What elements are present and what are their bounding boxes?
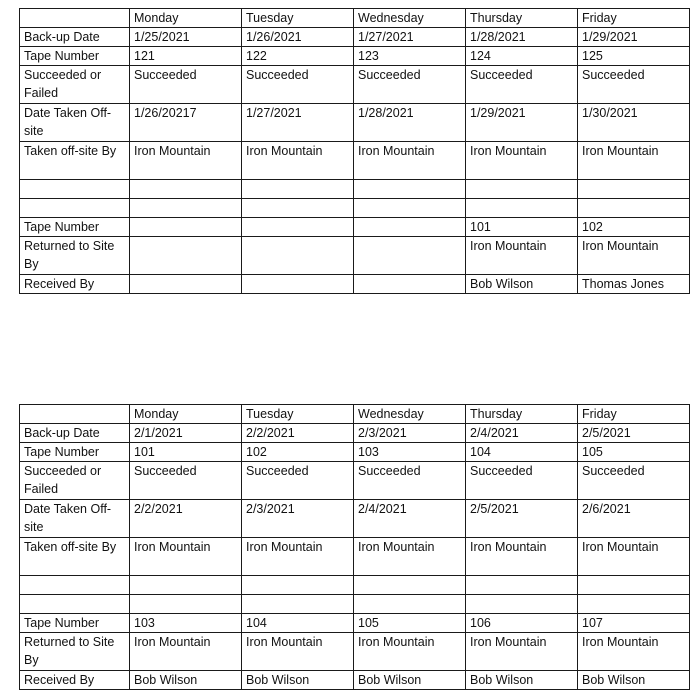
corner-cell <box>20 9 130 28</box>
row-label: Tape Number <box>20 218 130 237</box>
tape-number-row <box>20 443 690 462</box>
row-label: Taken off-site By <box>20 142 130 180</box>
cell-value: Bob Wilson <box>130 671 242 690</box>
row-label: Date Taken Off-site <box>20 500 130 538</box>
cell-value: Succeeded <box>354 66 466 104</box>
row-label: Returned to Site By <box>20 237 130 275</box>
row-label: Tape Number <box>20 47 130 66</box>
cell-value: Iron Mountain <box>130 633 242 671</box>
empty-cell <box>578 576 690 595</box>
cell-value: 2/4/2021 <box>354 500 466 538</box>
cell-value: 103 <box>354 443 466 462</box>
date-offsite-row <box>20 104 690 142</box>
cell-value: Bob Wilson <box>242 671 354 690</box>
empty-cell <box>354 595 466 614</box>
cell-value: Succeeded <box>242 462 354 500</box>
cell-value <box>242 218 354 237</box>
backup-log-table-week-2 <box>19 404 690 690</box>
empty-cell <box>354 180 466 199</box>
day-header: Thursday <box>466 405 578 424</box>
return-tape-number-row <box>20 218 690 237</box>
cell-value <box>130 275 242 294</box>
cell-value: Succeeded <box>578 66 690 104</box>
cell-value: Bob Wilson <box>466 671 578 690</box>
cell-value: 124 <box>466 47 578 66</box>
cell-value: Succeeded <box>466 66 578 104</box>
cell-value <box>242 237 354 275</box>
cell-value: 125 <box>578 47 690 66</box>
cell-value: 1/29/2021 <box>578 28 690 47</box>
received-by-row <box>20 671 690 690</box>
empty-cell <box>242 595 354 614</box>
header-row <box>20 9 690 28</box>
cell-value: 102 <box>242 443 354 462</box>
empty-cell <box>130 180 242 199</box>
cell-value: Succeeded <box>130 66 242 104</box>
day-header: Thursday <box>466 9 578 28</box>
cell-value: 1/27/2021 <box>242 104 354 142</box>
return-tape-number-row <box>20 614 690 633</box>
row-label: Taken off-site By <box>20 538 130 576</box>
cell-value: Iron Mountain <box>466 538 578 576</box>
cell-value <box>130 237 242 275</box>
cell-value: Iron Mountain <box>578 142 690 180</box>
cell-value: Bob Wilson <box>466 275 578 294</box>
row-label: Tape Number <box>20 614 130 633</box>
day-header: Monday <box>130 9 242 28</box>
empty-cell <box>466 595 578 614</box>
cell-value: Iron Mountain <box>130 538 242 576</box>
cell-value: 102 <box>578 218 690 237</box>
empty-cell <box>242 576 354 595</box>
empty-cell <box>242 199 354 218</box>
day-header: Friday <box>578 9 690 28</box>
cell-value: Iron Mountain <box>242 538 354 576</box>
cell-value: Iron Mountain <box>578 538 690 576</box>
cell-value <box>354 237 466 275</box>
cell-value: 2/5/2021 <box>466 500 578 538</box>
cell-value: Iron Mountain <box>466 633 578 671</box>
status-row <box>20 462 690 500</box>
cell-value: 104 <box>242 614 354 633</box>
empty-cell <box>466 199 578 218</box>
cell-value: Iron Mountain <box>466 142 578 180</box>
row-label: Succeeded or Failed <box>20 66 130 104</box>
tape-number-row <box>20 47 690 66</box>
empty-cell <box>354 576 466 595</box>
cell-value: Succeeded <box>242 66 354 104</box>
empty-cell <box>20 576 130 595</box>
cell-value: Iron Mountain <box>354 142 466 180</box>
cell-value: 2/2/2021 <box>130 500 242 538</box>
cell-value: Iron Mountain <box>242 633 354 671</box>
cell-value: 1/29/2021 <box>466 104 578 142</box>
blank-row <box>20 199 690 218</box>
cell-value <box>242 275 354 294</box>
empty-cell <box>578 180 690 199</box>
empty-cell <box>20 595 130 614</box>
empty-cell <box>20 199 130 218</box>
cell-value: Iron Mountain <box>466 237 578 275</box>
row-label: Date Taken Off-site <box>20 104 130 142</box>
cell-value: 2/1/2021 <box>130 424 242 443</box>
cell-value: 107 <box>578 614 690 633</box>
cell-value: 2/2/2021 <box>242 424 354 443</box>
cell-value: 2/4/2021 <box>466 424 578 443</box>
returned-by-row <box>20 633 690 671</box>
cell-value <box>130 218 242 237</box>
row-label: Back-up Date <box>20 28 130 47</box>
cell-value: Iron Mountain <box>354 633 466 671</box>
cell-value: 101 <box>466 218 578 237</box>
cell-value: Iron Mountain <box>130 142 242 180</box>
cell-value: 1/26/2021 <box>242 28 354 47</box>
cell-value: 123 <box>354 47 466 66</box>
empty-cell <box>466 576 578 595</box>
taken-offsite-by-row <box>20 538 690 576</box>
day-header: Wednesday <box>354 405 466 424</box>
cell-value: Succeeded <box>578 462 690 500</box>
cell-value: 1/28/2021 <box>354 104 466 142</box>
cell-value: Iron Mountain <box>242 142 354 180</box>
cell-value: Succeeded <box>130 462 242 500</box>
cell-value: Succeeded <box>354 462 466 500</box>
backup-log-table-week-1 <box>19 8 690 294</box>
status-row <box>20 66 690 104</box>
cell-value: 121 <box>130 47 242 66</box>
cell-value: Thomas Jones <box>578 275 690 294</box>
day-header: Wednesday <box>354 9 466 28</box>
row-label: Received By <box>20 671 130 690</box>
cell-value: 122 <box>242 47 354 66</box>
cell-value: 1/30/2021 <box>578 104 690 142</box>
blank-row <box>20 180 690 199</box>
cell-value <box>354 275 466 294</box>
empty-cell <box>130 576 242 595</box>
corner-cell <box>20 405 130 424</box>
row-label: Received By <box>20 275 130 294</box>
cell-value: 2/3/2021 <box>242 500 354 538</box>
cell-value: Bob Wilson <box>578 671 690 690</box>
cell-value: 2/3/2021 <box>354 424 466 443</box>
empty-cell <box>130 595 242 614</box>
day-header: Friday <box>578 405 690 424</box>
cell-value: 2/6/2021 <box>578 500 690 538</box>
cell-value <box>354 218 466 237</box>
date-offsite-row <box>20 500 690 538</box>
taken-offsite-by-row <box>20 142 690 180</box>
empty-cell <box>130 199 242 218</box>
cell-value: 1/25/2021 <box>130 28 242 47</box>
row-label: Back-up Date <box>20 424 130 443</box>
cell-value: 106 <box>466 614 578 633</box>
returned-by-row <box>20 237 690 275</box>
cell-value: 105 <box>578 443 690 462</box>
empty-cell <box>242 180 354 199</box>
backup-date-row <box>20 424 690 443</box>
blank-row <box>20 595 690 614</box>
cell-value: 101 <box>130 443 242 462</box>
cell-value: 1/27/2021 <box>354 28 466 47</box>
cell-value: 103 <box>130 614 242 633</box>
empty-cell <box>20 180 130 199</box>
cell-value: 104 <box>466 443 578 462</box>
row-label: Returned to Site By <box>20 633 130 671</box>
empty-cell <box>354 199 466 218</box>
cell-value: 2/5/2021 <box>578 424 690 443</box>
cell-value: Bob Wilson <box>354 671 466 690</box>
backup-date-row <box>20 28 690 47</box>
blank-row <box>20 576 690 595</box>
received-by-row <box>20 275 690 294</box>
day-header: Monday <box>130 405 242 424</box>
empty-cell <box>466 180 578 199</box>
cell-value: Iron Mountain <box>578 633 690 671</box>
row-label: Tape Number <box>20 443 130 462</box>
cell-value: 1/28/2021 <box>466 28 578 47</box>
cell-value: Iron Mountain <box>578 237 690 275</box>
header-row <box>20 405 690 424</box>
day-header: Tuesday <box>242 9 354 28</box>
row-label: Succeeded or Failed <box>20 462 130 500</box>
empty-cell <box>578 595 690 614</box>
cell-value: 1/26/20217 <box>130 104 242 142</box>
day-header: Tuesday <box>242 405 354 424</box>
cell-value: 105 <box>354 614 466 633</box>
cell-value: Iron Mountain <box>354 538 466 576</box>
empty-cell <box>578 199 690 218</box>
cell-value: Succeeded <box>466 462 578 500</box>
